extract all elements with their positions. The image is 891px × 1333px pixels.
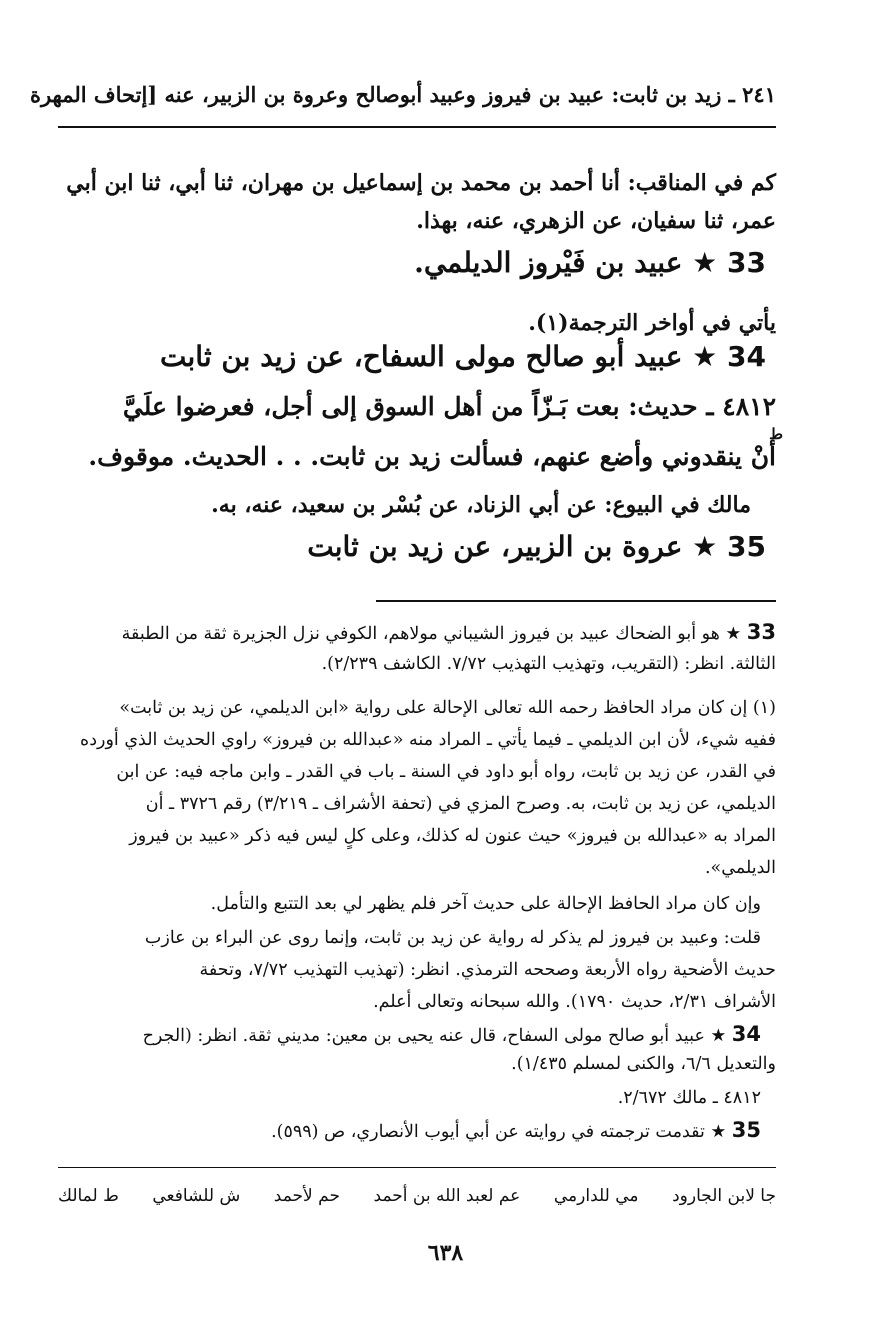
footnote-line: وإن كان مراد الحافظ الإحالة على حديث آخر فلم يظهر لي بعد التتبع والتأمل. <box>210 894 761 914</box>
entry-number: 33 <box>727 246 766 279</box>
abbreviation-item: ش للشافعي <box>152 1186 241 1206</box>
body-line: عمر، ثنا سفيان، عن الزهري، عنه، بهذا. <box>416 208 776 234</box>
body-line: يأتي في أواخر الترجمة(١). <box>528 310 776 336</box>
footnote-line: الثالثة. انظر: (التقريب، وتهذيب التهذيب ٧/٧٢. الكاشف ٢/٢٣٩). <box>321 654 776 674</box>
footer-rule <box>58 1167 776 1168</box>
footnote-text: هو أبو الضحاك عبيد بن فيروز الشيباني مولاهم، الكوفي نزل الجزيرة ثقة من الطبقة <box>121 624 720 644</box>
hadith-mark: ط <box>769 425 783 443</box>
entry-heading-33 <box>58 246 766 279</box>
footnote-4812: ٤٨١٢ ـ مالك ٢/٦٧٢. <box>617 1088 761 1108</box>
entry-title: عبيد أبو صالح مولى السفاح، عن زيد بن ثابت <box>160 340 683 373</box>
footnote-line: المراد به «عبدالله بن فيروز» حيث عنون له كذلك، وعلى كلٍ ليس فيه ذكر «عبيد بن فيروز <box>129 826 776 846</box>
footnote-number: 33 <box>746 620 776 644</box>
entry-number: 35 <box>727 530 766 563</box>
footnote-text: عبيد أبو صالح مولى السفاح، قال عنه يحيى بن معين: مديني ثقة. انظر: (الجرح <box>142 1026 705 1046</box>
abbreviation-item: جا لابن الجارود <box>672 1186 776 1206</box>
notes-separator <box>376 600 776 602</box>
footnote-number: 34 <box>731 1022 761 1046</box>
running-head: ٢٤١ ـ زيد بن ثابت: عبيد بن فيروز وعبيد أبوصالح وعروة بن الزبير، عنه [إتحاف المهرة <box>29 82 776 107</box>
star-icon: ★ <box>725 624 742 644</box>
footnote-text: تقدمت ترجمته في روايته عن أبي أيوب الأنصاري، ص (٥٩٩). <box>271 1122 705 1142</box>
abbreviation-item: عم لعبد الله بن أحمد <box>373 1186 521 1206</box>
footnote-line: الديلمي، عن زيد بن ثابت، به. وصرح المزي في (تحفة الأشراف ـ ٣/٢١٩) رقم ٣٧٢٦ ـ أن <box>145 794 776 814</box>
footnote-line: حديث الأضحية رواه الأربعة وصححه الترمذي. انظر: (تهذيب التهذيب ٧/٧٢، وتحفة <box>199 960 776 980</box>
footnote-line: ففيه شيء، لأن ابن الديلمي ـ فيما يأتي ـ المراد منه «عبدالله بن فيروز» راوي الحديث الذي أورده <box>80 730 776 750</box>
footnote-line: الديلمي». <box>704 858 776 878</box>
entry-heading-34 <box>58 340 766 373</box>
header-rule <box>58 126 776 128</box>
entry-heading-35 <box>58 530 766 563</box>
footnote-34 <box>58 1022 761 1046</box>
star-icon: ★ <box>710 1122 727 1142</box>
footnote-line: الأشراف ٢/٣١، حديث ١٧٩٠). والله سبحانه وتعالى أعلم. <box>373 992 776 1012</box>
body-line: مالك في البيوع: عن أبي الزناد، عن بُسْر بن سعيد، عنه، به. <box>211 492 751 518</box>
star-icon: ★ <box>710 1026 727 1046</box>
body-line: كم في المناقب: أنا أحمد بن محمد بن إسماعيل بن مهران، ثنا أبي، ثنا ابن أبي <box>66 170 776 196</box>
abbreviation-item: ط لمالك <box>58 1186 119 1206</box>
entry-title: عروة بن الزبير، عن زيد بن ثابت <box>307 530 683 563</box>
abbreviation-item: مي للدارمي <box>553 1186 639 1206</box>
footnote-line: في القدر، عن زيد بن ثابت، رواه أبو داود في السنة ـ باب في القدر ـ وابن ماجه فيه: عن ابن <box>116 762 776 782</box>
entry-number: 34 <box>727 340 766 373</box>
page-number: ٦٣٨ <box>427 1240 464 1266</box>
abbreviation-item: حم لأحمد <box>273 1186 340 1206</box>
star-icon: ★ <box>692 246 718 279</box>
footnote-number: 35 <box>731 1118 761 1142</box>
star-icon: ★ <box>692 530 718 563</box>
footnote-line: قلت: وعبيد بن فيروز لم يذكر له رواية عن زيد بن ثابت، وإنما روى عن البراء بن عازب <box>144 928 761 948</box>
footnote-line: والتعديل ٦/٦، والكنى لمسلم ١/٤٣٥). <box>511 1054 776 1074</box>
entry-title: عبيد بن فَيْروز الديلمي. <box>414 246 683 279</box>
hadith-line: ٤٨١٢ ـ حديث: بعت بَـزّاً من أهل السوق إلى أجل، فعرضوا علَيَّ <box>122 392 776 421</box>
footnote-35 <box>58 1118 761 1142</box>
footnote-33 <box>58 620 776 644</box>
abbreviation-key <box>58 1186 776 1206</box>
star-icon: ★ <box>692 340 718 373</box>
footnote-line: (١) إن كان مراد الحافظ رحمه الله تعالى الإحالة على رواية «ابن الديلمي، عن زيد بن ثابت» <box>119 698 776 718</box>
hadith-line: أنْ ينقدوني وأضع عنهم، فسألت زيد بن ثابت. . . الحديث. موقوف. <box>88 442 776 471</box>
